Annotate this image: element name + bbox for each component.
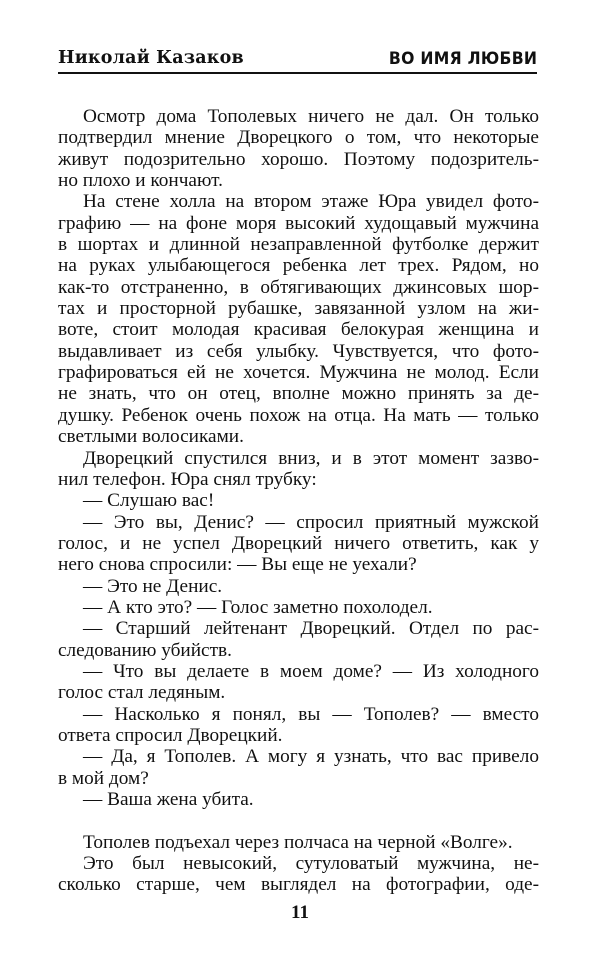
- text-line: голос стал ледяным.: [58, 682, 226, 704]
- text-line: — Это вы, Денис? — спросил приятный мужской: [83, 511, 539, 533]
- text-line: графироваться ей не хочется. Мужчина не молод. Если: [58, 362, 539, 384]
- text-line: светлыми волосиками.: [58, 426, 244, 448]
- text-line: сколько старше, чем выглядел на фотографии, оде-: [58, 874, 539, 896]
- text-line: подтвердил мнение Дворецкого о том, что некоторые: [58, 127, 539, 149]
- blank-line: [58, 810, 539, 831]
- text-line: воте, стоит молодая красивая белокурая женщина и: [58, 319, 539, 341]
- text-line: — Насколько я понял, вы — Тополев? — вместо: [83, 703, 539, 725]
- text-line: — А кто это? — Голос заметно похолодел.: [83, 596, 433, 618]
- text-line: нил телефон. Юра снял трубку:: [58, 468, 317, 490]
- text-line: на руках улыбающегося ребенка лет трех. Рядом, но: [58, 255, 539, 277]
- text-line: — Это не Денис.: [83, 575, 223, 597]
- text-line: графию — на фоне моря высокий худощавый мужчина: [58, 212, 539, 234]
- running-header: [58, 48, 537, 74]
- text-line: тах и просторной рубашке, завязанной узлом на жи-: [58, 298, 539, 320]
- text-line: в мой дом?: [58, 767, 149, 789]
- text-line: него снова спросили: — Вы еще не уехали?: [58, 554, 417, 576]
- body-text: [58, 106, 539, 896]
- text-line: в шортах и длинной незаправленной футболке держит: [58, 234, 539, 256]
- text-line: Тополев подъехал через полчаса на черной «Волге».: [83, 831, 513, 853]
- header-book-title: ВО ИМЯ ЛЮБВИ: [388, 49, 537, 69]
- header-author: Николай Казаков: [58, 48, 244, 68]
- text-line: как-то отстраненно, в обтягивающих джинсовых шор-: [58, 276, 539, 298]
- text-line: — Что вы делаете в моем доме? — Из холодного: [83, 660, 539, 682]
- text-line: выдавливает из себя улыбку. Чувствуется, что фото-: [58, 340, 539, 362]
- text-line: — Да, я Тополев. А могу я узнать, что вас привело: [83, 746, 539, 768]
- header-rule: [58, 72, 537, 74]
- text-line: но плохо и кончают.: [58, 170, 223, 192]
- text-line: На стене холла на втором этаже Юра увидел фото-: [83, 191, 539, 213]
- text-line: Осмотр дома Тополевых ничего не дал. Он только: [83, 106, 539, 127]
- text-line: — Слушаю вас!: [83, 490, 215, 512]
- text-line: — Ваша жена убита.: [83, 789, 254, 810]
- text-line: Дворецкий спустился вниз, и в этот момент зазво-: [83, 447, 539, 469]
- text-line: ответа спросил Дворецкий.: [58, 724, 283, 746]
- text-line: следованию убийств.: [58, 639, 232, 661]
- text-line: — Старший лейтенант Дворецкий. Отдел по рас-: [83, 618, 539, 640]
- text-line: не знать, что он отец, вполне можно принять за де-: [58, 383, 539, 405]
- text-line: душку. Ребенок очень похож на отца. На мать — только: [58, 404, 539, 426]
- text-line: голос, и не успел Дворецкий ничего ответить, как у: [58, 532, 539, 554]
- page-number: 11: [291, 902, 309, 923]
- text-line: живут подозрительно хорошо. Поэтому подозритель-: [58, 148, 539, 170]
- text-line: Это был невысокий, сутуловатый мужчина, не-: [83, 853, 539, 875]
